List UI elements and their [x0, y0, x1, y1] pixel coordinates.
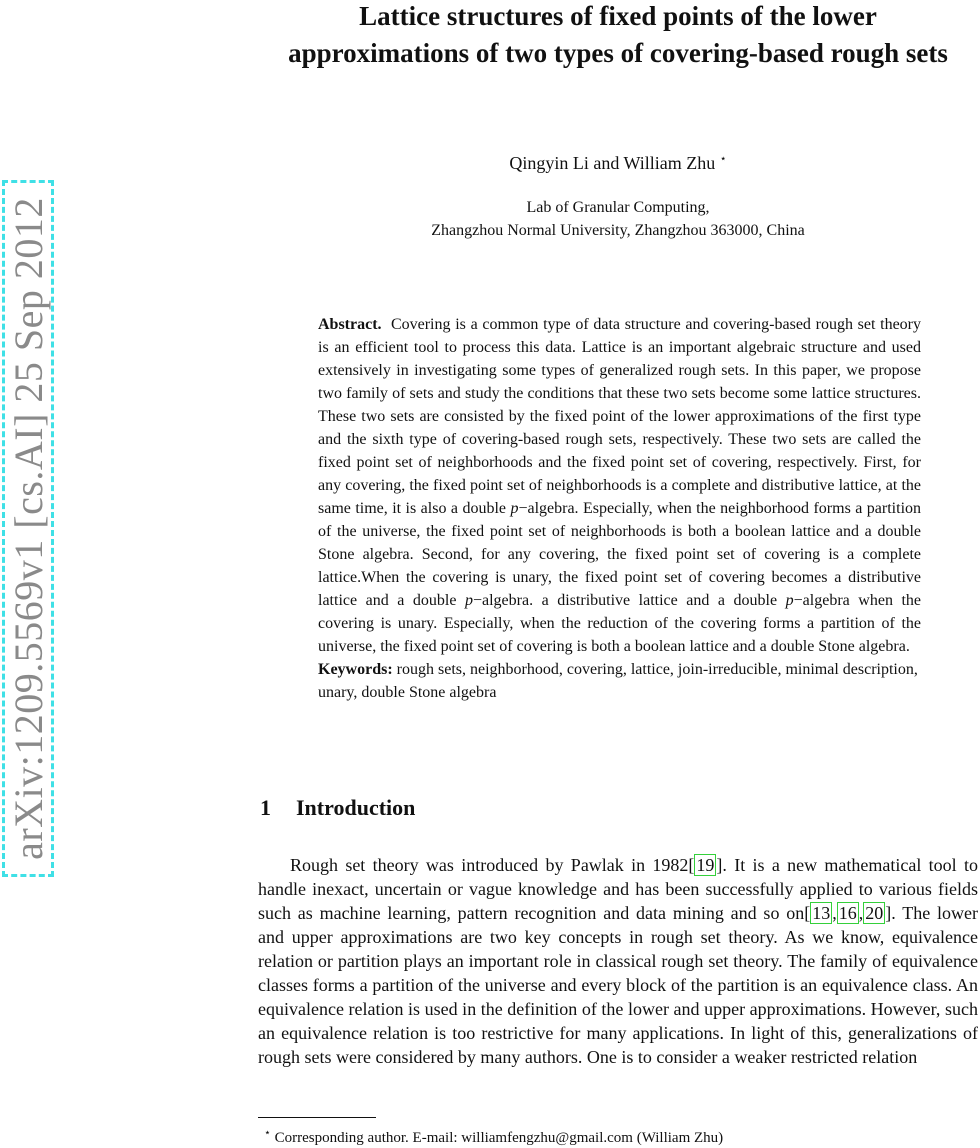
arxiv-stamp[interactable] — [2, 180, 54, 877]
intro-paragraph — [258, 853, 978, 1069]
abstract-body — [318, 313, 921, 658]
intro-text-3: ]. The lower and upper approximations are two key concepts in rough set theory. As we know, equivalence relation or partition plays an important role in classical rough set theory. The family of equivalence classes forms a partition of the universe and every block of the partition is an equivalence class. An equivalence relation is used in the definition of the lower and upper approximations. However, such an equivalence relation is too restrictive for many applications. In light of this, generalizations of rough sets were considered by many authors. One is to consider a weaker restricted relation — [258, 903, 979, 1067]
intro-text-2: ]. It is a new mathematical tool to handle inexact, uncertain or vague knowledge and has been successfully applied to various fields such as machine learning, pattern recognition and data mining and so on[ — [258, 855, 978, 923]
intro-text-1: Rough set theory was introduced by Pawlak in 1982[ — [290, 855, 695, 875]
abstract-text-c: −algebra. a distributive lattice and a double — [472, 592, 778, 609]
citation-link[interactable]: 20 — [865, 903, 884, 923]
author-footnote-mark[interactable]: ⋆ — [719, 153, 727, 165]
affiliation-line-2: Zhangzhou Normal University, Zhangzhou 363000, China — [431, 222, 805, 239]
footnote-rule — [258, 1117, 376, 1118]
paper-title: Lattice structures of fixed points of the lower approximations of two types of covering-based rough sets — [288, 1, 948, 68]
author-names: Qingyin Li and William Zhu — [509, 153, 716, 173]
abstract-text-d: −algebra when the covering is unary. Especially, when the reduction of the covering forms a partition of the universe, the fixed point set of covering is both a boolean lattice and a double Stone algebra. — [318, 592, 922, 655]
section-title: Introduction — [296, 795, 416, 820]
math-p: p — [510, 500, 519, 517]
footnote-text: Corresponding author. E-mail: williamfengzhu@gmail.com (William Zhu) — [274, 1130, 724, 1146]
keywords-text: rough sets, neighborhood, covering, lattice, join-irreducible, minimal description, unary, double Stone algebra — [318, 661, 918, 701]
affiliation — [268, 196, 968, 242]
abstract-text-a: Covering is a common type of data structure and covering-based rough set theory is an efficient tool to process this data. Lattice is an important algebraic structure and used extensively in investigating some types of generalized rough sets. In this paper, we propose two family of sets and study the conditions that these two sets become some lattice structures. These two sets are consisted by the fixed point of the lower approximations of the first type and the sixth type of covering-based rough sets, respectively. These two sets are called the fixed point set of neighborhoods and the fixed point set of covering, respectively. First, for any covering, the fixed point set of neighborhoods is a complete and distributive lattice, at the same time, it is also a double — [318, 316, 922, 517]
keywords-label: Keywords: — [318, 661, 393, 678]
abstract-text-b: −algebra. Especially, when the neighborhood forms a partition of the universe, the fixed point set of neighborhoods is both a boolean lattice and a double Stone algebra. Second, for any covering, the fixed point set of covering is a complete lattice.When the covering is unary, the fixed point set of covering becomes a distributive lattice and a double — [318, 500, 922, 609]
abstract-label: Abstract. — [318, 316, 382, 333]
footnote — [264, 1123, 723, 1148]
footnote-mark: ⋆ — [264, 1127, 271, 1139]
abstract — [318, 313, 921, 704]
authors — [268, 152, 968, 174]
section-number: 1 — [260, 795, 271, 820]
affiliation-line-1: Lab of Granular Computing, — [526, 199, 710, 216]
citation-link[interactable]: 19 — [696, 855, 715, 875]
citation-separator: , — [858, 903, 864, 923]
citation-separator: , — [832, 903, 837, 923]
citation-link[interactable]: 13 — [812, 903, 831, 923]
section-heading — [260, 795, 415, 821]
arxiv-stamp-text: arXiv:1209.5569v1 [cs.AI] 25 Sep 2012 — [5, 197, 51, 860]
math-p: p — [785, 592, 794, 609]
citation-link[interactable]: 16 — [838, 903, 857, 923]
math-p: p — [464, 592, 473, 609]
keywords — [318, 658, 921, 704]
